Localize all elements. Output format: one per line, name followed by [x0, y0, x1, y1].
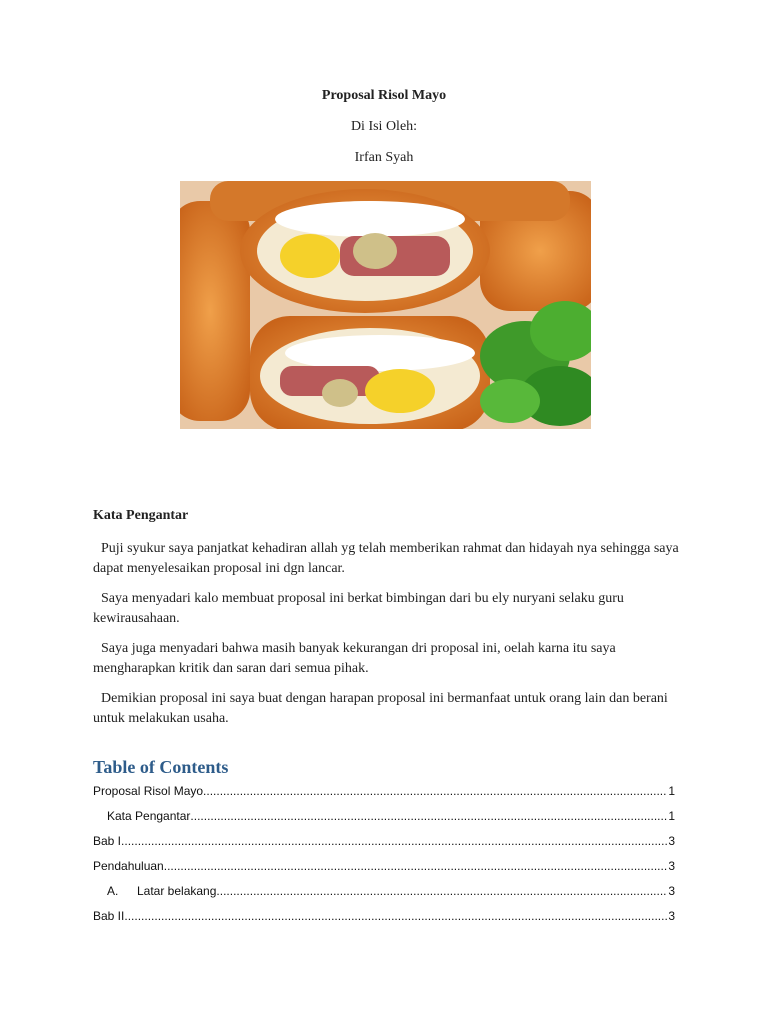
- intro-paragraph: [93, 639, 683, 679]
- toc-entry-page: 1: [668, 784, 675, 798]
- toc-leader: [190, 809, 667, 823]
- toc-leader: [203, 784, 667, 798]
- intro-paragraph: [93, 539, 683, 579]
- paragraph-text: Saya juga menyadari bahwa masih banyak kekurangan dri proposal ini, oelah karna itu saya mengharapkan kritik dan saran dari semua pihak.: [93, 641, 616, 676]
- toc-entry-label: Pendahuluan: [93, 859, 164, 873]
- toc-entry[interactable]: [93, 782, 675, 798]
- risol-mayo-photo: [180, 181, 591, 429]
- toc-entry-prefix: A.: [107, 884, 119, 898]
- toc-entry[interactable]: [93, 857, 675, 873]
- toc-entry-page: 3: [668, 834, 675, 848]
- toc-entry-label: Proposal Risol Mayo: [93, 784, 204, 798]
- toc-entry[interactable]: [93, 832, 675, 848]
- toc-entry-page: 3: [668, 884, 675, 898]
- intro-heading: Kata Pengantar: [93, 508, 189, 523]
- toc-leader: [121, 834, 667, 848]
- toc-leader: [124, 909, 667, 923]
- toc-entry-page: 3: [668, 909, 675, 923]
- paragraph-text: Puji syukur saya panjatkat kehadiran allah yg telah memberikan rahmat dan hidayah nya sehingga saya dapat menyelesaikan proposal ini dgn lancar.: [93, 541, 679, 576]
- document-title: Proposal Risol Mayo: [321, 88, 447, 103]
- author-label: Di Isi Oleh:: [350, 119, 418, 134]
- intro-paragraph: [93, 689, 683, 729]
- toc-entry[interactable]: [93, 907, 675, 923]
- author-name: Irfan Syah: [354, 150, 414, 165]
- toc-entry[interactable]: [93, 882, 675, 898]
- toc-entry-label: Bab II: [93, 909, 125, 923]
- toc-entry-page: 1: [668, 809, 675, 823]
- paragraph-text: Saya menyadari kalo membuat proposal ini berkat bimbingan dari bu ely nuryani selaku guru kewirausahaan.: [93, 591, 624, 626]
- intro-paragraph: [93, 589, 683, 629]
- paragraph-text: Demikian proposal ini saya buat dengan harapan proposal ini bermanfaat untuk orang lain dan berani untuk melakukan usaha.: [93, 691, 668, 726]
- toc-title: Table of Contents: [93, 757, 229, 777]
- toc-leader: [216, 884, 667, 898]
- toc-leader: [164, 859, 668, 873]
- toc-entry-page: 3: [668, 859, 675, 873]
- toc-entry-label: Bab I: [93, 834, 122, 848]
- toc-entry-label: Latar belakang: [137, 884, 217, 898]
- toc-entry[interactable]: [93, 807, 675, 823]
- toc-entry-label: Kata Pengantar: [107, 809, 191, 823]
